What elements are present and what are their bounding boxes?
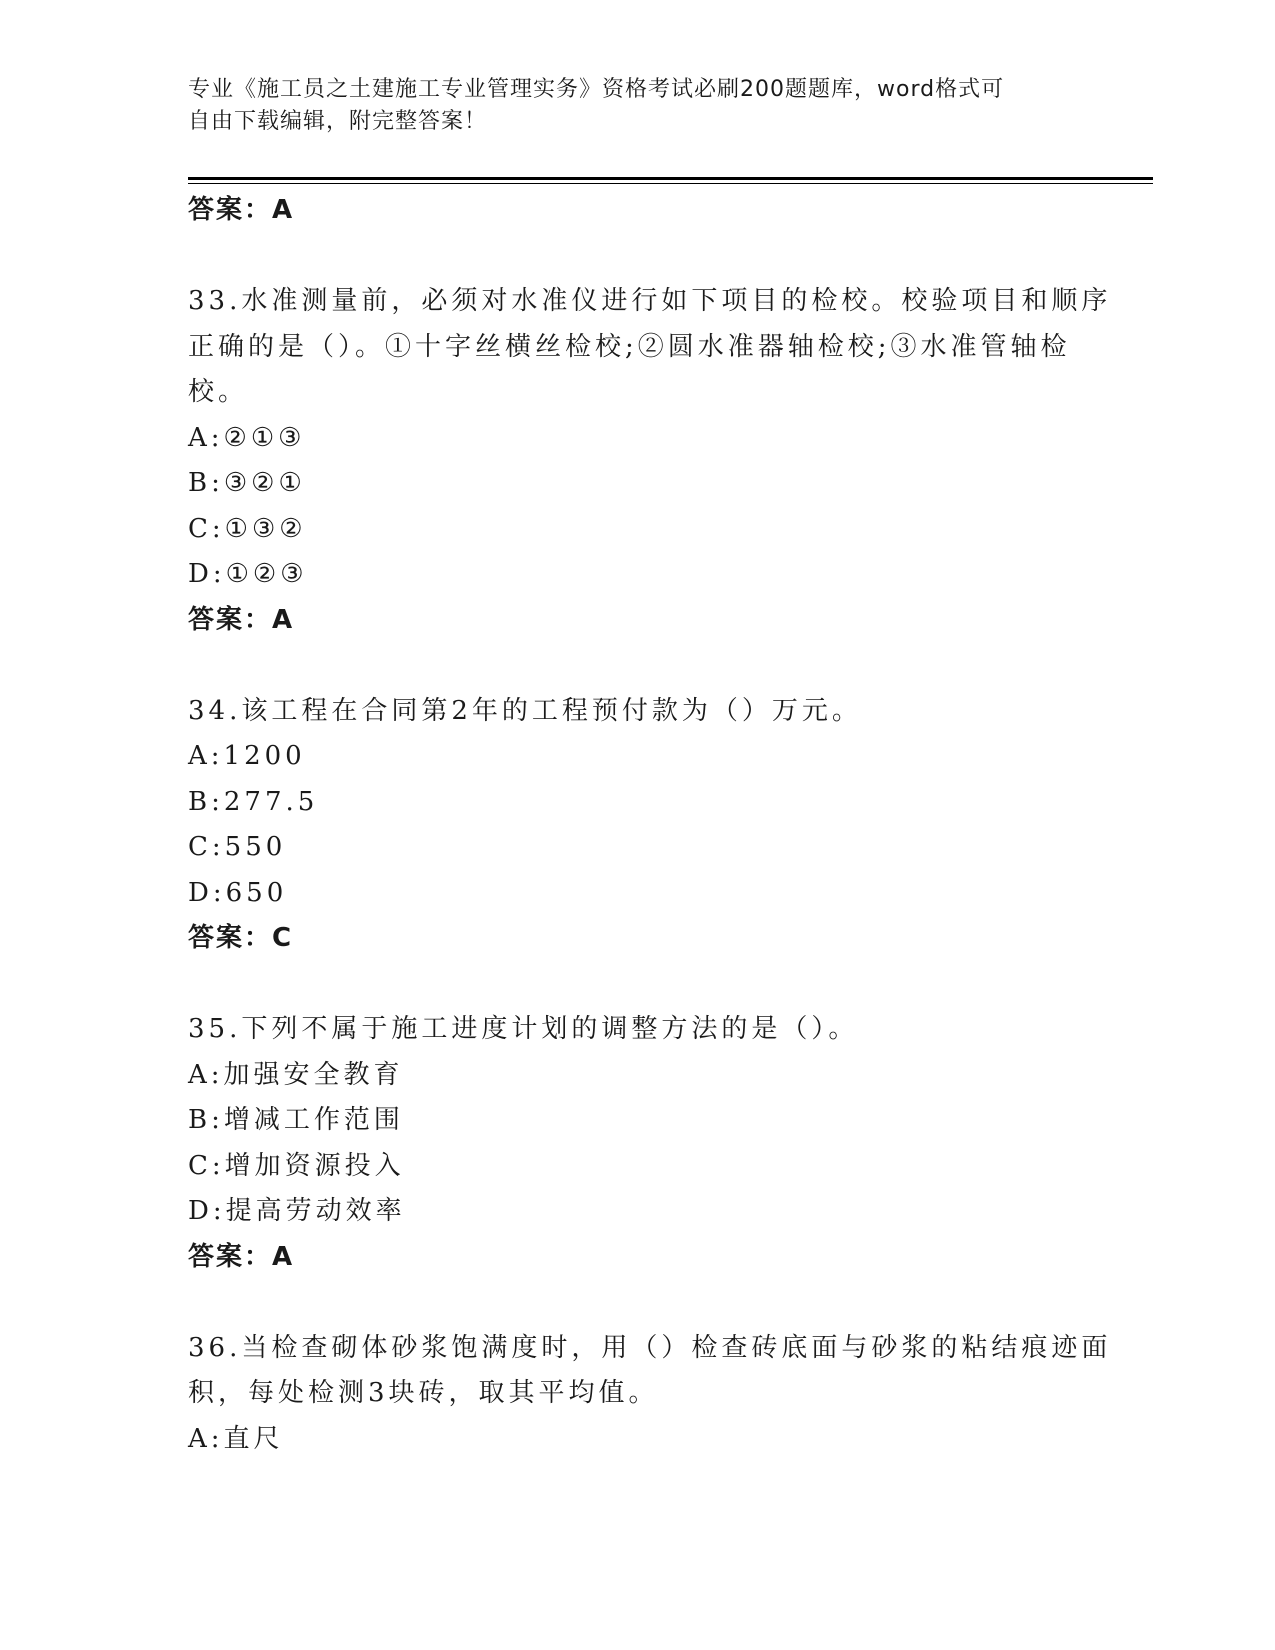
question-stem-line: 正确的是（）。①十字丝横丝检校;②圆水准器轴检校;③水准管轴检: [188, 331, 1071, 362]
header-line-1: 专业《施工员之土建施工专业管理实务》资格考试必刷200题题库，word格式可: [188, 77, 1005, 102]
header-line-2: 自由下载编辑，附完整答案！: [188, 109, 488, 134]
option-c: C:①③②: [188, 513, 307, 544]
question-stem-line: 36.当检查砌体砂浆饱满度时，用（）检查砖底面与砂浆的粘结痕迹面: [188, 1332, 1112, 1363]
answer: 答案：A: [188, 604, 295, 635]
question-34: [188, 689, 1088, 962]
answer: 答案：A: [188, 1241, 295, 1272]
question-stem-line: 33.水准测量前，必须对水准仪进行如下项目的检校。校验项目和顺序: [188, 286, 1112, 316]
question-stem-line: 校。: [188, 377, 249, 407]
document-body: [188, 188, 1112, 1462]
option-a: A:加强安全教育: [188, 1059, 404, 1090]
spacer: [188, 234, 1088, 280]
option-b: B:277.5: [188, 786, 319, 817]
spacer: [188, 962, 1088, 1008]
option-c: C:550: [188, 832, 287, 862]
spacer: [188, 643, 1088, 689]
page-header: [188, 74, 1068, 138]
previous-answer: 答案：A: [188, 195, 295, 225]
answer: 答案：C: [188, 923, 294, 953]
question-stem-line: 积，每处检测3块砖，取其平均值。: [188, 1378, 659, 1408]
question-stem-line: 34.该工程在合同第2年的工程预付款为（）万元。: [188, 695, 862, 726]
question-35: [188, 1007, 1088, 1280]
option-b: B:增减工作范围: [188, 1105, 404, 1135]
option-d: D:①②③: [188, 559, 308, 589]
option-c: C:增加资源投入: [188, 1150, 405, 1181]
header-rule-thick: [188, 177, 1153, 180]
option-a: A:1200: [188, 741, 306, 771]
option-d: D:提高劳动效率: [188, 1196, 406, 1226]
option-b: B:③②①: [188, 468, 306, 498]
spacer: [188, 1280, 1088, 1326]
option-a: A:直尺: [188, 1423, 284, 1454]
question-stem-line: 35.下列不属于施工进度计划的调整方法的是（）。: [188, 1014, 859, 1044]
header-rule-thin: [188, 183, 1153, 184]
option-d: D:650: [188, 877, 288, 908]
question-36: [188, 1326, 1112, 1463]
question-33: [188, 279, 1112, 643]
option-a: A:②①③: [188, 422, 306, 453]
